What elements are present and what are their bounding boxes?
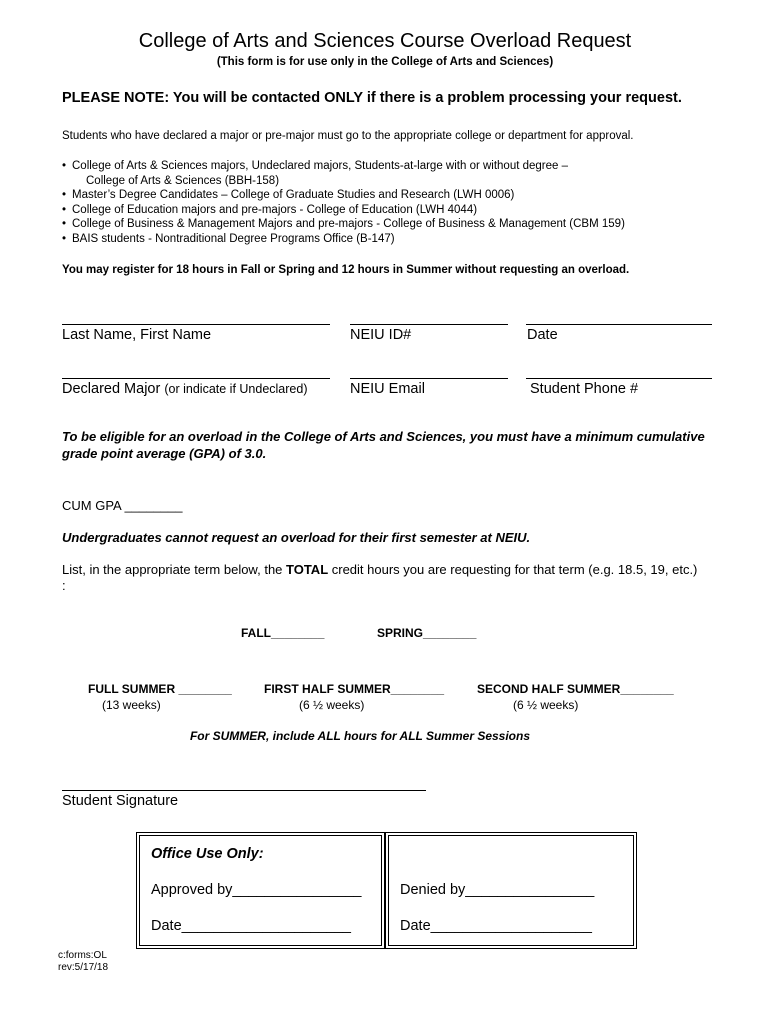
fall-field[interactable]: FALL________ xyxy=(241,626,325,640)
denied-date-field[interactable]: Date____________________ xyxy=(400,918,592,934)
name-label: Last Name, First Name xyxy=(62,327,212,343)
second-half-summer-weeks: (6 ½ weeks) xyxy=(513,698,579,712)
name-line[interactable] xyxy=(62,324,330,325)
list-item: • Master’s Degree Candidates – College of Graduate Studies and Research (LWH 0006) xyxy=(62,189,515,202)
email-label: NEIU Email xyxy=(350,381,425,397)
list-instructions: List, in the appropriate term below, the TOTAL credit hours you are requesting for that term (e.g. 18.5, 19, etc.) : xyxy=(62,562,698,593)
approved-date-field[interactable]: Date_____________________ xyxy=(151,918,351,934)
undergrad-note: Undergraduates cannot request an overload for their first semester at NEIU. xyxy=(62,530,531,545)
form-footer: c:forms:OL rev:5/17/18 xyxy=(58,950,109,973)
major-label: Declared Major (or indicate if Undeclared) xyxy=(62,381,308,397)
approved-by-field[interactable]: Approved by________________ xyxy=(151,882,362,898)
intro-text: Students who have declared a major or pre-major must go to the appropriate college or department for approval. xyxy=(62,130,634,142)
major-line[interactable] xyxy=(62,378,330,379)
please-note: PLEASE NOTE: You will be contacted ONLY if there is a problem processing your request. xyxy=(62,90,682,106)
full-summer-weeks: (13 weeks) xyxy=(102,698,161,712)
eligibility-text: To be eligible for an overload in the College of Arts and Sciences, you must have a minimum cumulative grade point average (GPA) of 3.0. xyxy=(62,429,705,461)
full-summer-field[interactable]: FULL SUMMER ________ xyxy=(88,682,232,696)
phone-label: Student Phone # xyxy=(530,381,639,397)
summer-note: For SUMMER, include ALL hours for ALL Summer Sessions xyxy=(189,729,531,743)
list-item: • College of Arts & Sciences majors, Undeclared majors, Students-at-large with or without degree – College of Arts & Sciences (BBH-158) xyxy=(62,160,569,187)
signature-label: Student Signature xyxy=(62,793,179,809)
list-item: • BAIS students - Nontraditional Degree Programs Office (B-147) xyxy=(62,232,395,245)
id-label: NEIU ID# xyxy=(350,327,412,343)
cum-gpa-field[interactable]: CUM GPA ________ xyxy=(62,498,183,513)
office-use-title: Office Use Only: xyxy=(151,846,264,862)
first-half-summer-weeks: (6 ½ weeks) xyxy=(299,698,365,712)
signature-line[interactable] xyxy=(62,790,426,791)
list-item: • College of Business & Management Majors and pre-majors - College of Business & Management (CBM 159) xyxy=(62,218,625,231)
hour-limit-text: You may register for 18 hours in Fall or Spring and 12 hours in Summer without requesting an overload. xyxy=(62,264,630,276)
list-item: • College of Education majors and pre-majors - College of Education (LWH 4044) xyxy=(62,203,478,216)
date-line[interactable] xyxy=(526,324,712,325)
office-use-box-left xyxy=(136,832,385,949)
spring-field[interactable]: SPRING________ xyxy=(377,626,477,640)
phone-line[interactable] xyxy=(526,378,712,379)
second-half-summer-field[interactable]: SECOND HALF SUMMER________ xyxy=(477,682,674,696)
email-line[interactable] xyxy=(350,378,508,379)
page-title: College of Arts and Sciences Course Overload Request xyxy=(138,30,632,52)
page-subtitle: (This form is for use only in the College of Arts and Sciences) xyxy=(216,56,554,68)
id-line[interactable] xyxy=(350,324,508,325)
date-label: Date xyxy=(527,327,558,343)
office-use-box-right xyxy=(385,832,637,949)
first-half-summer-field[interactable]: FIRST HALF SUMMER________ xyxy=(264,682,445,696)
college-list xyxy=(62,159,625,247)
denied-by-field[interactable]: Denied by________________ xyxy=(400,882,595,898)
